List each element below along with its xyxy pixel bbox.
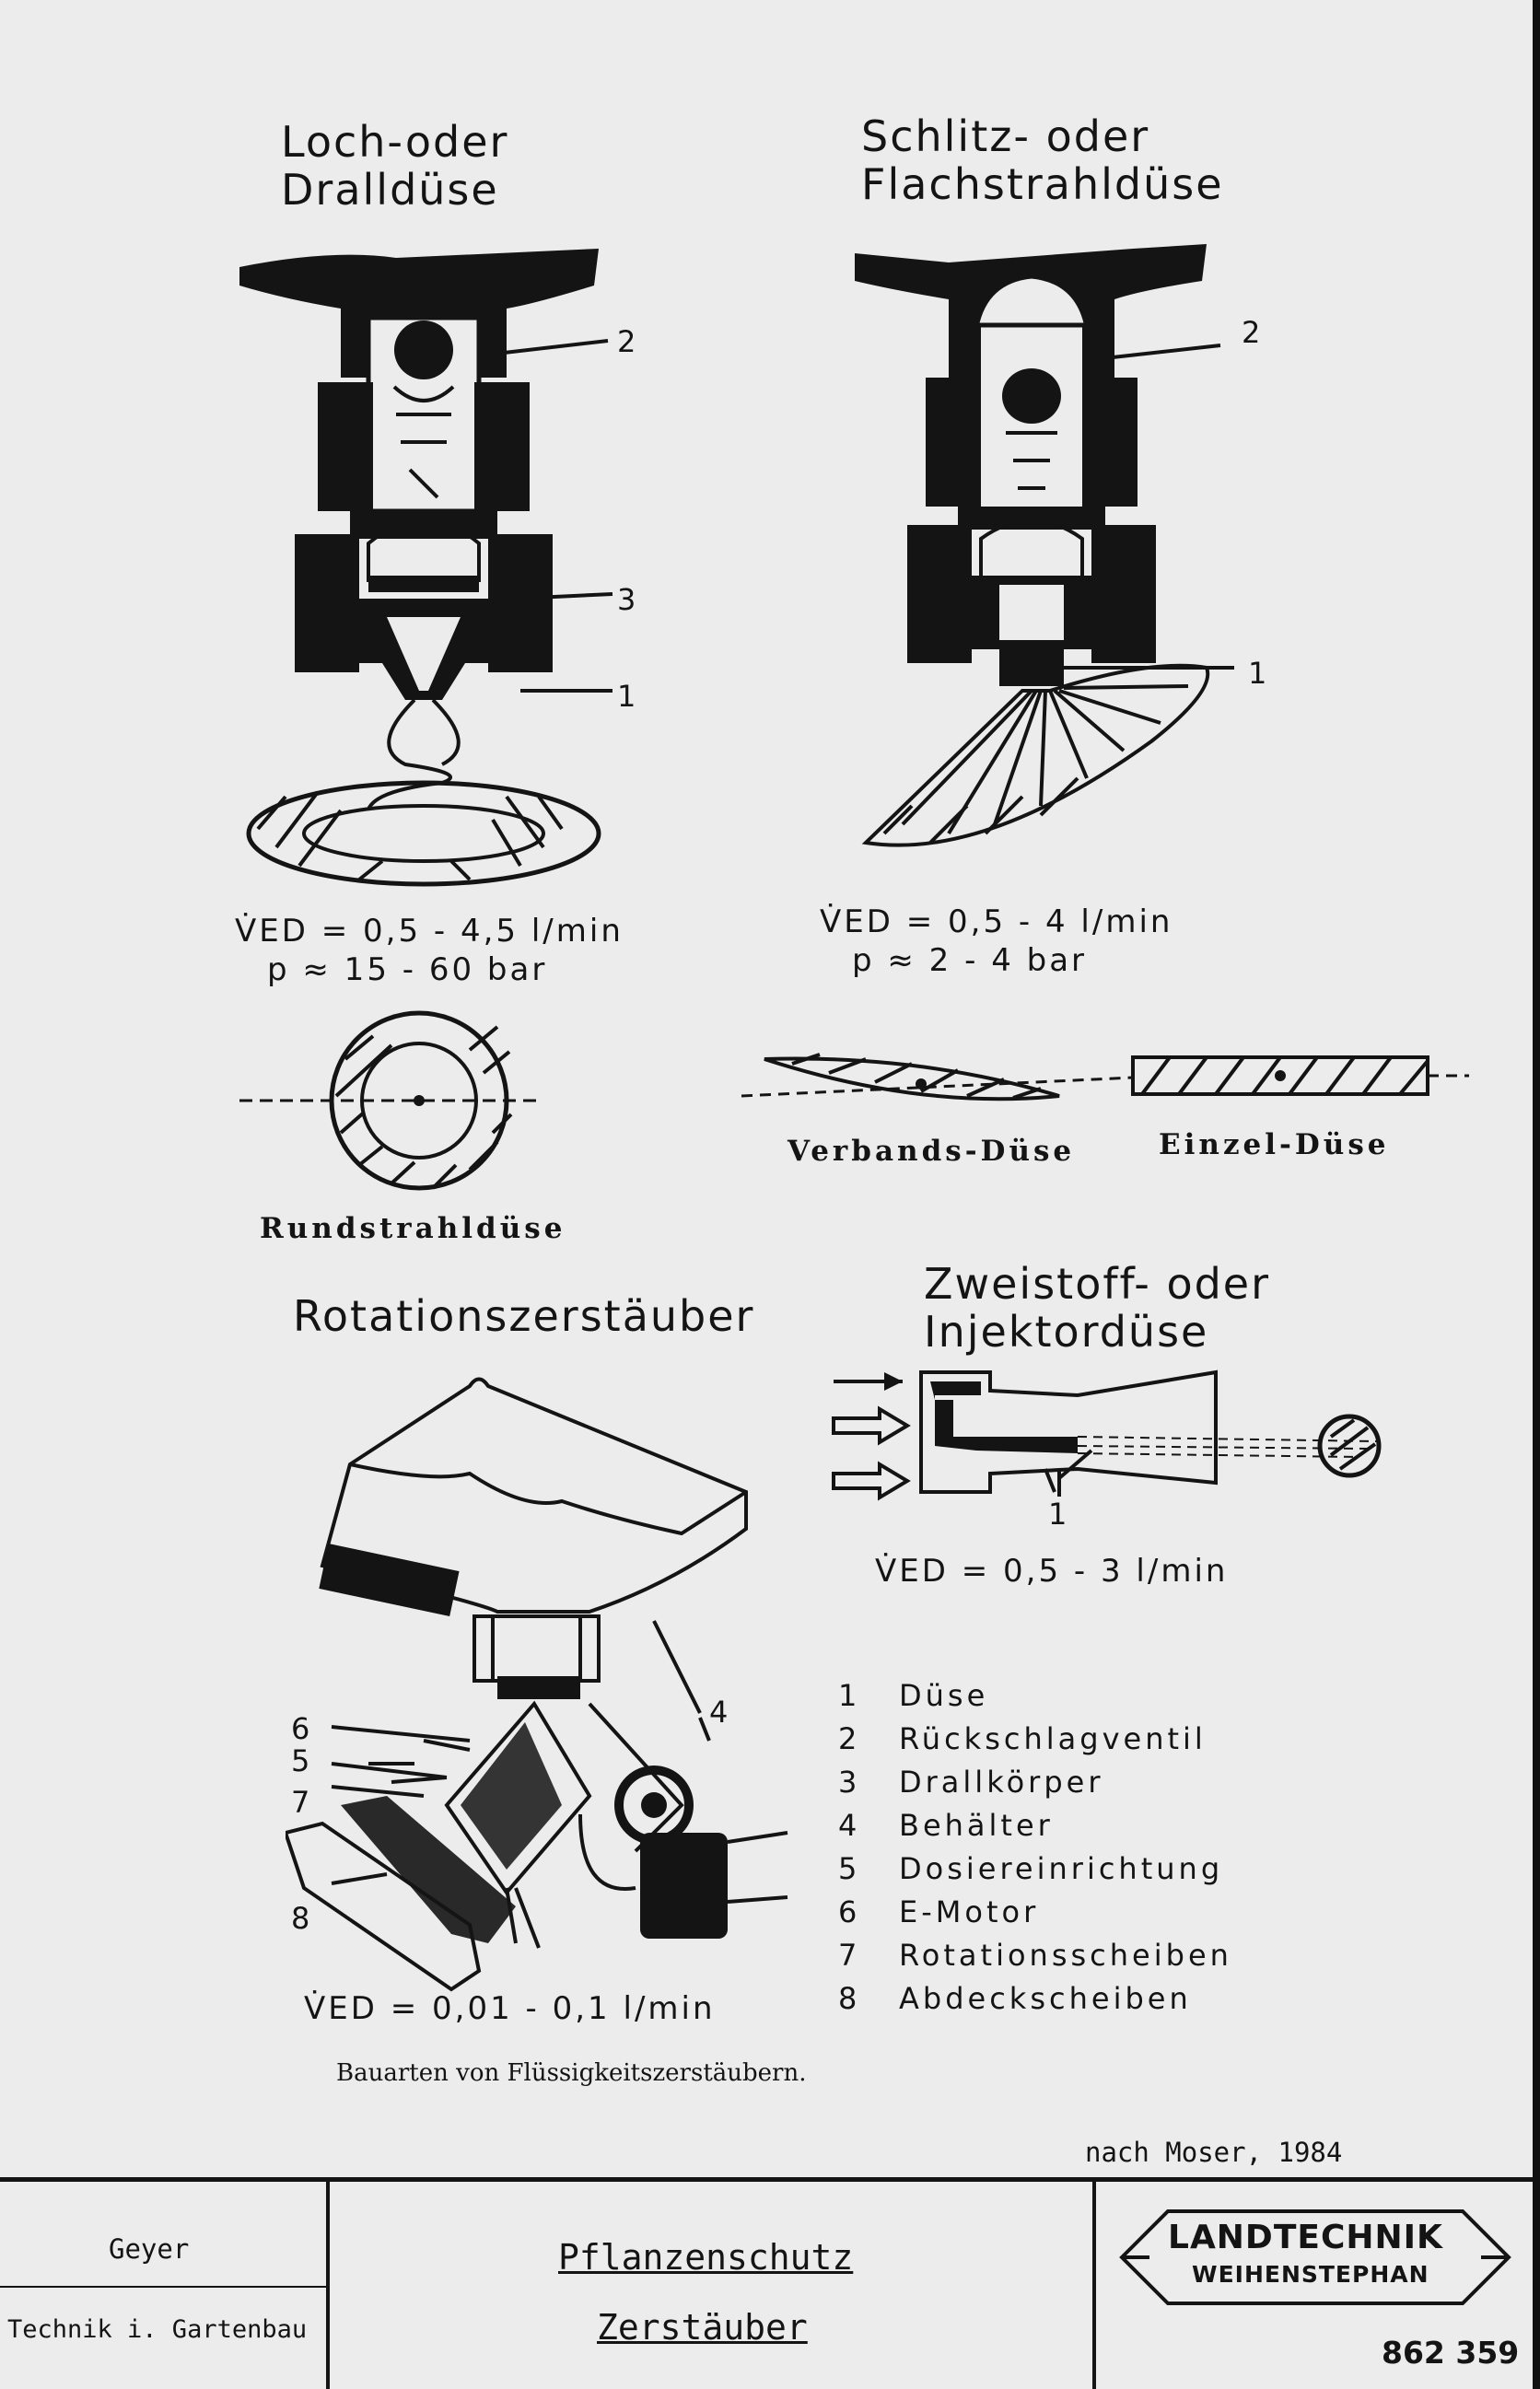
legend-text: Rotationsscheiben bbox=[899, 1938, 1232, 1973]
rotary-callout-6: 6 bbox=[291, 1711, 310, 1746]
legend-text: Behälter bbox=[899, 1808, 1054, 1843]
legend bbox=[838, 1674, 1232, 2021]
combined-nozzle-label: Verbands-Düse bbox=[788, 1135, 1076, 1168]
twin-fluid-drawing bbox=[824, 1354, 1395, 1529]
twin-fluid-flow-value: = 0,5 - 3 l/min bbox=[961, 1553, 1229, 1590]
slot-flow-label: V̇ED bbox=[820, 903, 893, 940]
rotary-drawing bbox=[286, 1372, 792, 1999]
legend-text: Rückschlagventil bbox=[899, 1721, 1207, 1756]
flat-patterns-drawing bbox=[737, 1041, 1474, 1114]
twin-fluid-title-line1: Zweistoff- oder bbox=[924, 1259, 1271, 1309]
legend-number: 4 bbox=[838, 1808, 858, 1843]
round-pattern-drawing bbox=[235, 1004, 548, 1197]
twin-fluid-title bbox=[924, 1260, 1270, 1356]
author: Geyer bbox=[109, 2233, 190, 2265]
legend-item bbox=[838, 1847, 1232, 1891]
round-pattern-label: Rundstrahldüse bbox=[260, 1212, 566, 1245]
hole-callout-2: 2 bbox=[617, 324, 636, 359]
logo-line2: WEIHENSTEPHAN bbox=[1192, 2261, 1429, 2288]
legend-number: 6 bbox=[838, 1894, 858, 1929]
hole-callout-1: 1 bbox=[617, 679, 636, 714]
twin-fluid-flow-rate bbox=[875, 1552, 1228, 1591]
legend-number: 7 bbox=[838, 1938, 858, 1973]
slot-callout-2: 2 bbox=[1242, 315, 1261, 350]
slot-flow-value: = 0,5 - 4 l/min bbox=[905, 903, 1173, 940]
single-nozzle-label: Einzel-Düse bbox=[1159, 1128, 1390, 1161]
hole-nozzle-title-line1: Loch-oder bbox=[281, 117, 509, 167]
legend-text: Drallkörper bbox=[899, 1765, 1104, 1800]
legend-number: 8 bbox=[838, 1981, 858, 2016]
rotary-callout-5: 5 bbox=[291, 1743, 310, 1778]
topic: Zerstäuber bbox=[597, 2307, 808, 2348]
hole-flow-value: = 0,5 - 4,5 l/min bbox=[321, 913, 624, 950]
logo-cell bbox=[1096, 2182, 1533, 2389]
subject: Pflanzenschutz bbox=[558, 2237, 854, 2278]
slot-callout-1: 1 bbox=[1248, 656, 1267, 691]
logo-line1: LANDTECHNIK bbox=[1168, 2219, 1443, 2256]
source-note: nach Moser, 1984 bbox=[1085, 2137, 1343, 2168]
legend-item bbox=[838, 1977, 1232, 2021]
hole-nozzle-title-line2: Dralldüse bbox=[281, 165, 499, 215]
rotary-flow-rate bbox=[304, 1989, 716, 2028]
slot-flow-rate bbox=[820, 903, 1172, 941]
slot-nozzle-title bbox=[861, 112, 1224, 208]
rotary-callout-7: 7 bbox=[291, 1785, 310, 1820]
legend-item bbox=[838, 1761, 1232, 1804]
legend-item bbox=[838, 1804, 1232, 1847]
legend-text: E-Motor bbox=[899, 1894, 1040, 1929]
twin-fluid-title-line2: Injektordüse bbox=[924, 1307, 1209, 1357]
hole-flow-rate bbox=[235, 912, 624, 950]
twin-fluid-callout-1: 1 bbox=[1048, 1497, 1068, 1532]
hole-pressure: p ≈ 15 - 60 bar bbox=[267, 951, 548, 988]
rotary-callout-4: 4 bbox=[709, 1695, 729, 1730]
hole-nozzle-title bbox=[281, 118, 508, 214]
legend-number: 3 bbox=[838, 1765, 858, 1800]
hole-callout-3: 3 bbox=[617, 582, 636, 617]
author-divider bbox=[0, 2286, 326, 2288]
subject-cell bbox=[330, 2182, 1096, 2389]
legend-number: 1 bbox=[838, 1678, 858, 1713]
legend-number: 5 bbox=[838, 1851, 858, 1886]
author-cell bbox=[0, 2182, 330, 2389]
department: Technik i. Gartenbau bbox=[7, 2315, 308, 2344]
rotary-flow-label: V̇ED bbox=[304, 1990, 378, 2027]
hole-flow-label: V̇ED bbox=[235, 913, 309, 950]
rotary-title: Rotationszerstäuber bbox=[293, 1291, 755, 1341]
hole-nozzle-drawing bbox=[230, 230, 617, 893]
legend-item bbox=[838, 1674, 1232, 1718]
rotary-flow-value: = 0,01 - 0,1 l/min bbox=[390, 1990, 716, 2027]
slot-nozzle-title-line2: Flachstrahldüse bbox=[861, 159, 1224, 209]
twin-fluid-flow-label: V̇ED bbox=[875, 1553, 949, 1590]
figure-caption: Bauarten von Flüssigkeitszerstäubern. bbox=[336, 2059, 807, 2087]
rotary-callout-8: 8 bbox=[291, 1901, 310, 1936]
legend-text: Düse bbox=[899, 1678, 989, 1713]
legend-text: Dosiereinrichtung bbox=[899, 1851, 1224, 1886]
legend-item bbox=[838, 1718, 1232, 1761]
title-block bbox=[0, 2177, 1533, 2389]
slot-pressure: p ≈ 2 - 4 bar bbox=[852, 942, 1088, 979]
legend-item bbox=[838, 1934, 1232, 1977]
legend-item bbox=[838, 1891, 1232, 1934]
slot-nozzle-title-line1: Schlitz- oder bbox=[861, 111, 1150, 161]
legend-text: Abdeckscheiben bbox=[899, 1981, 1192, 2016]
slot-nozzle-drawing bbox=[847, 226, 1234, 889]
sheet-number: 862 359 bbox=[1382, 2335, 1520, 2371]
legend-number: 2 bbox=[838, 1721, 858, 1756]
